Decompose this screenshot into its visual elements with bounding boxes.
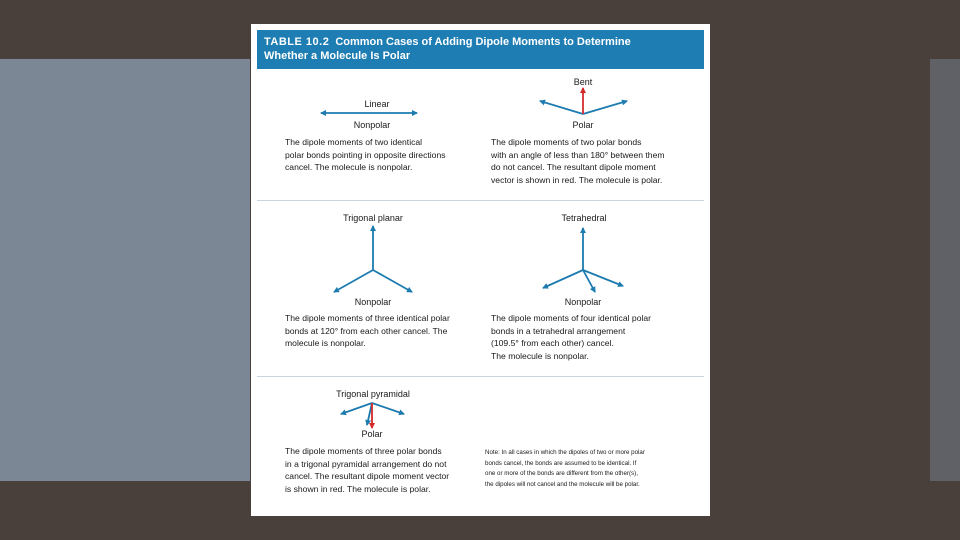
trigonal-pyramidal-shape-label: Trigonal pyramidal bbox=[336, 389, 410, 399]
table-title-line1: TABLE 10.2 Common Cases of Adding Dipole Moments to Determine bbox=[264, 36, 631, 48]
tetrahedral-description: The dipole moments of four identical polar bonds in a tetrahedral arrangement (109.5° from each other) cancel. The molecule is nonpolar. bbox=[491, 313, 652, 361]
trigonal-planar-description: The dipole moments of three identical polar bonds at 120° from each other cancel. The molecule is nonpolar. bbox=[285, 313, 450, 348]
background-band-right bbox=[930, 59, 960, 481]
row-divider-1 bbox=[257, 200, 704, 201]
table-number: TABLE 10.2 bbox=[264, 36, 330, 48]
table-page bbox=[251, 24, 710, 516]
linear-polarity-label: Nonpolar bbox=[353, 120, 391, 130]
trigonal-pyramidal-polarity-label: Polar bbox=[361, 429, 383, 439]
tetrahedral-shape-label: Tetrahedral bbox=[561, 213, 607, 223]
table-title-line2: Whether a Molecule Is Polar bbox=[264, 50, 411, 62]
tetrahedral-polarity-label: Nonpolar bbox=[564, 297, 602, 307]
trigonal-pyramidal-bond-left bbox=[341, 403, 372, 414]
linear-description: The dipole moments of two identical polar bonds pointing in opposite directions cancel. The molecule is nonpolar. bbox=[285, 137, 446, 172]
trigonal-pyramidal-description: The dipole moments of three polar bonds in a trigonal pyramidal arrangement do not cancel. The resultant dipole moment vector is shown in red. The molecule is polar. bbox=[285, 446, 450, 494]
trigonal-pyramidal-dipole-diagram bbox=[251, 24, 252, 25]
trigonal-planar-shape-label: Trigonal planar bbox=[343, 213, 403, 223]
trigonal-planar-polarity-label: Nonpolar bbox=[354, 297, 392, 307]
trigonal-pyramidal-bond-right bbox=[372, 403, 404, 414]
bent-shape-label: Bent bbox=[573, 77, 593, 87]
trigonal-planar-bond-right bbox=[373, 270, 412, 292]
linear-shape-label: Linear bbox=[364, 99, 390, 109]
bent-bond-left bbox=[540, 101, 583, 114]
tetrahedral-bond-right bbox=[583, 270, 623, 286]
background-band-left bbox=[0, 59, 250, 481]
bent-bond-right bbox=[583, 101, 627, 114]
table-note: Note: In all cases in which the dipoles of two or more polar bonds cancel, the bonds are assumed to be identical. If one or more of the bonds are different from the other(s), the dipoles will not cancel and the molecule will be polar. bbox=[485, 449, 645, 489]
row-divider-2 bbox=[257, 376, 704, 377]
bent-description: The dipole moments of two polar bonds with an angle of less than 180° between them do not cancel. The resultant dipole moment vector is shown in red. The molecule is polar. bbox=[491, 137, 665, 185]
trigonal-planar-bond-left bbox=[334, 270, 373, 292]
tetrahedral-bond-left bbox=[543, 270, 583, 288]
table-header bbox=[257, 30, 704, 69]
bent-polarity-label: Polar bbox=[572, 120, 594, 130]
